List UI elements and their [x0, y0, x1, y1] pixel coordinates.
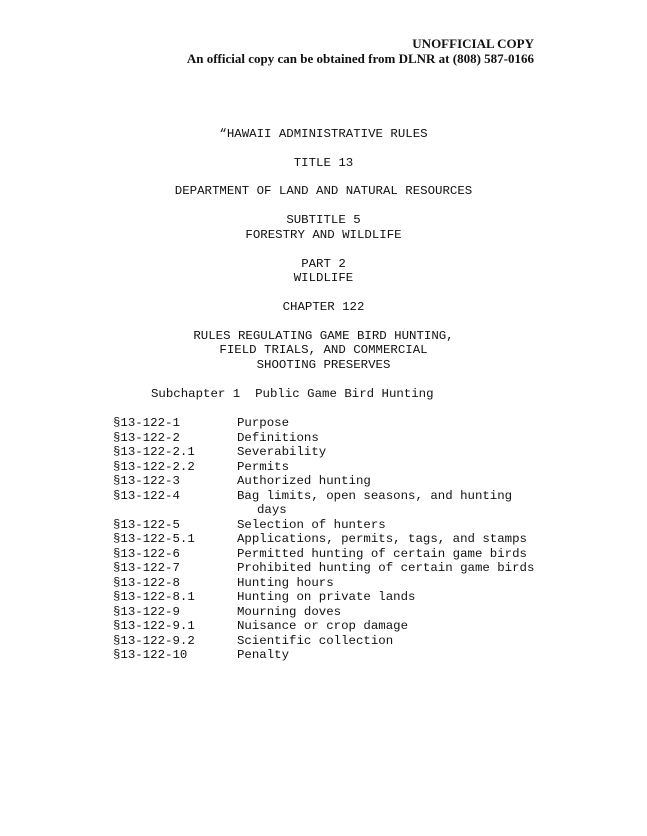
section-row	[113, 547, 543, 562]
section-number: §13-122-5	[113, 517, 180, 532]
department-heading: DEPARTMENT OF LAND AND NATURAL RESOURCES	[174, 184, 473, 198]
section-number: §13-122-9.1	[113, 619, 195, 633]
section-title: Bag limits, open seasons, and hunting days	[237, 488, 513, 517]
section-row	[113, 561, 543, 576]
section-title: Purpose	[237, 416, 290, 430]
section-row	[113, 532, 543, 547]
section-row	[113, 590, 543, 605]
subchapter-heading: Subchapter 1 Public Game Bird Hunting	[151, 387, 434, 401]
chapter-name-line1: RULES REGULATING GAME BIRD HUNTING,	[193, 329, 454, 343]
section-title: Permits	[237, 459, 290, 474]
section-title: Nuisance or crop damage	[237, 619, 409, 633]
section-number: §13-122-6	[113, 546, 180, 561]
section-row	[113, 489, 543, 518]
section-number: §13-122-2	[113, 430, 180, 445]
section-title: Prohibited hunting of certain game birds	[237, 561, 535, 575]
part-number: PART 2	[301, 257, 346, 271]
section-row	[113, 474, 543, 489]
chapter-name-line2: FIELD TRIALS, AND COMMERCIAL	[219, 343, 428, 357]
section-number: §13-122-8.1	[113, 590, 195, 604]
section-row	[113, 576, 543, 591]
section-row	[113, 619, 543, 634]
subtitle-name: FORESTRY AND WILDLIFE	[245, 228, 402, 242]
section-row	[113, 518, 543, 533]
section-title: Severability	[237, 445, 327, 459]
section-number: §13-122-2.2	[113, 459, 195, 474]
section-title: Scientific collection	[237, 633, 394, 648]
section-title: Definitions	[237, 430, 319, 445]
section-row	[113, 431, 543, 446]
section-number: §13-122-8	[113, 575, 180, 590]
section-title: Permitted hunting of certain game birds	[237, 546, 527, 561]
section-number: §13-122-3	[113, 474, 180, 488]
section-row	[113, 634, 543, 649]
section-number: §13-122-9.2	[113, 633, 195, 648]
rules-heading: “HAWAII ADMINISTRATIVE RULES	[219, 127, 428, 141]
section-number: §13-122-1	[113, 416, 180, 430]
title-heading: TITLE 13	[293, 156, 354, 170]
section-row	[113, 460, 543, 475]
section-title: Applications, permits, tags, and stamps	[237, 532, 527, 546]
section-number: §13-122-4	[113, 488, 180, 503]
part-name: WILDLIFE	[293, 271, 354, 285]
section-number: §13-122-5.1	[113, 532, 195, 546]
unofficial-copy-header	[187, 36, 534, 66]
subtitle-number: SUBTITLE 5	[286, 213, 361, 227]
section-title: Mourning doves	[237, 604, 342, 619]
section-row	[113, 605, 543, 620]
section-list	[113, 416, 543, 663]
section-title: Selection of hunters	[237, 517, 386, 532]
section-number: §13-122-9	[113, 604, 180, 619]
header-official-copy-note: An official copy can be obtained from DLNR at (808) 587-0166	[186, 51, 534, 66]
section-title: Hunting on private lands	[237, 590, 416, 604]
section-row	[113, 445, 543, 460]
section-number: §13-122-2.1	[113, 445, 195, 459]
section-title: Penalty	[237, 648, 290, 662]
chapter-heading: CHAPTER 122	[282, 300, 365, 314]
section-number: §13-122-7	[113, 561, 180, 575]
header-unofficial-copy: UNOFFICIAL COPY	[412, 36, 534, 51]
chapter-name-line3: SHOOTING PRESERVES	[256, 358, 391, 372]
section-title: Hunting hours	[237, 575, 334, 590]
section-row	[113, 416, 543, 431]
section-number: §13-122-10	[113, 648, 188, 662]
section-title: Authorized hunting	[237, 474, 371, 488]
section-row	[113, 648, 543, 663]
